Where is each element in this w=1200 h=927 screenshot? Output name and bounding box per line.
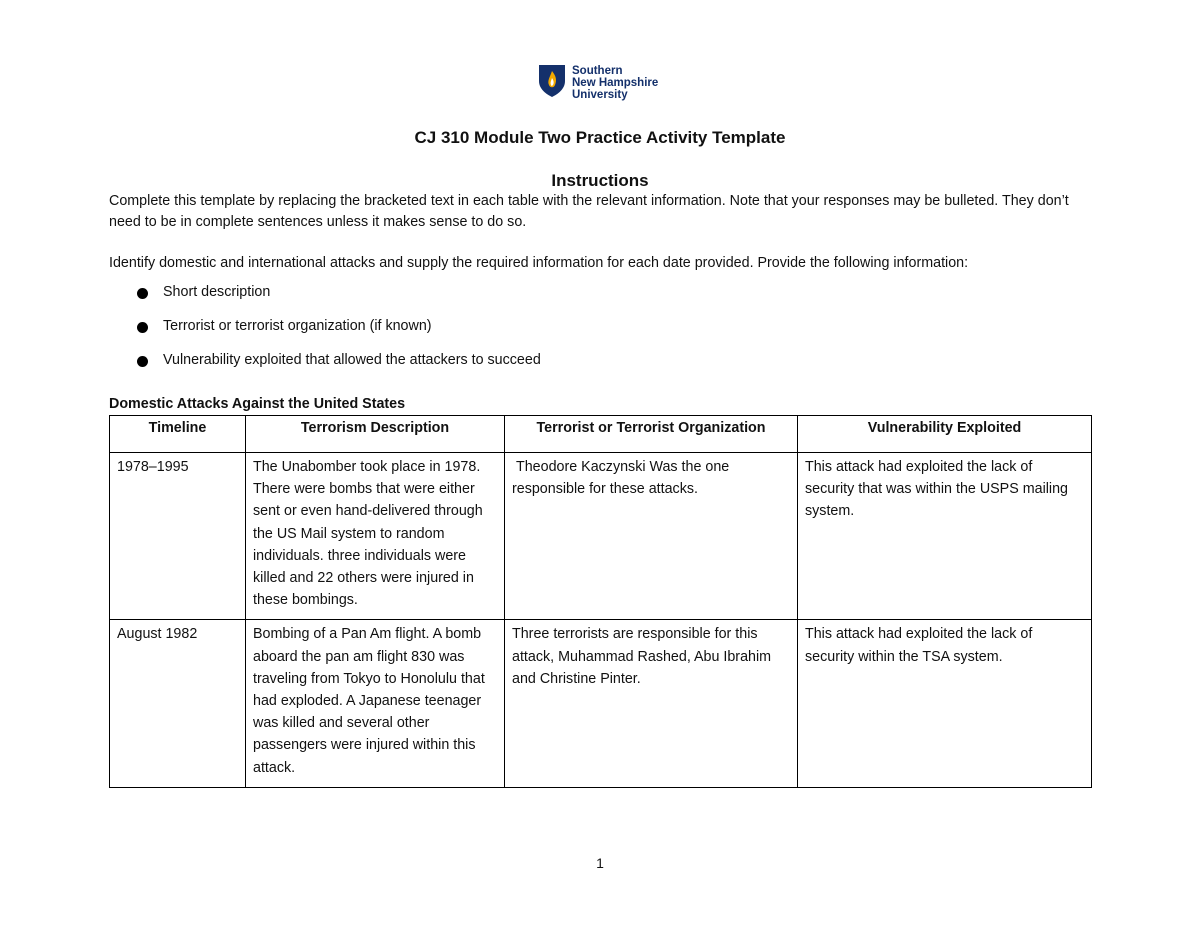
table-cell: Theodore Kaczynski Was the one responsible for these attacks. xyxy=(505,453,798,620)
snhu-logo xyxy=(538,64,658,101)
table-row xyxy=(110,620,1092,787)
bullet-icon xyxy=(137,322,148,333)
table-cell: This attack had exploited the lack of security that was within the USPS mailing system. xyxy=(798,453,1092,620)
shield-flame-icon xyxy=(538,64,566,98)
table-cell: This attack had exploited the lack of security within the TSA system. xyxy=(798,620,1092,787)
table-row xyxy=(110,453,1092,620)
document-title: CJ 310 Module Two Practice Activity Template xyxy=(414,128,786,147)
list-item xyxy=(136,282,541,316)
table-cell: The Unabomber took place in 1978. There were bombs that were either sent or even hand-delivered through the US Mail system to random individuals. three individuals were killed and 22 others were injured in these bombings. xyxy=(246,453,505,620)
list-item xyxy=(136,350,541,384)
logo-line-3: University xyxy=(572,89,628,101)
table-header-row xyxy=(110,416,1092,453)
bullet-icon xyxy=(137,288,148,299)
column-header: Terrorism Description xyxy=(246,416,505,453)
logo-line-2: New Hampshire xyxy=(572,77,659,89)
table-cell: Bombing of a Pan Am flight. A bomb aboard the pan am flight 830 was traveling from Tokyo to Honolulu that had exploded. A Japanese teenager was killed and several other passengers were injured within this attack. xyxy=(246,620,505,787)
requirements-list xyxy=(136,282,541,384)
column-header: Terrorist or Terrorist Organization xyxy=(505,416,798,453)
table-cell: August 1982 xyxy=(110,620,246,787)
table-title: Domestic Attacks Against the United States xyxy=(109,396,406,412)
instructions-paragraph: Complete this template by replacing the bracketed text in each table with the relevant information. Note that your responses may be bulleted. They don’t need to be in complete sentences unless it makes sense to do so. xyxy=(109,193,1069,230)
list-item-text: Short description xyxy=(163,284,271,300)
domestic-attacks-table xyxy=(109,415,1092,788)
identify-paragraph: Identify domestic and international attacks and supply the required information for each date provided. Provide the following information: xyxy=(109,255,969,271)
column-header: Timeline xyxy=(110,416,246,453)
table-cell: 1978–1995 xyxy=(110,453,246,620)
page-number: 1 xyxy=(596,855,604,871)
list-item xyxy=(136,316,541,350)
list-item-text: Terrorist or terrorist organization (if known) xyxy=(163,318,432,334)
list-item-text: Vulnerability exploited that allowed the attackers to succeed xyxy=(163,352,541,368)
column-header: Vulnerability Exploited xyxy=(798,416,1092,453)
logo-line-1: Southern xyxy=(572,65,623,77)
bullet-icon xyxy=(137,356,148,367)
table-cell: Three terrorists are responsible for this attack, Muhammad Rashed, Abu Ibrahim and Christine Pinter. xyxy=(505,620,798,787)
instructions-heading: Instructions xyxy=(551,171,649,190)
